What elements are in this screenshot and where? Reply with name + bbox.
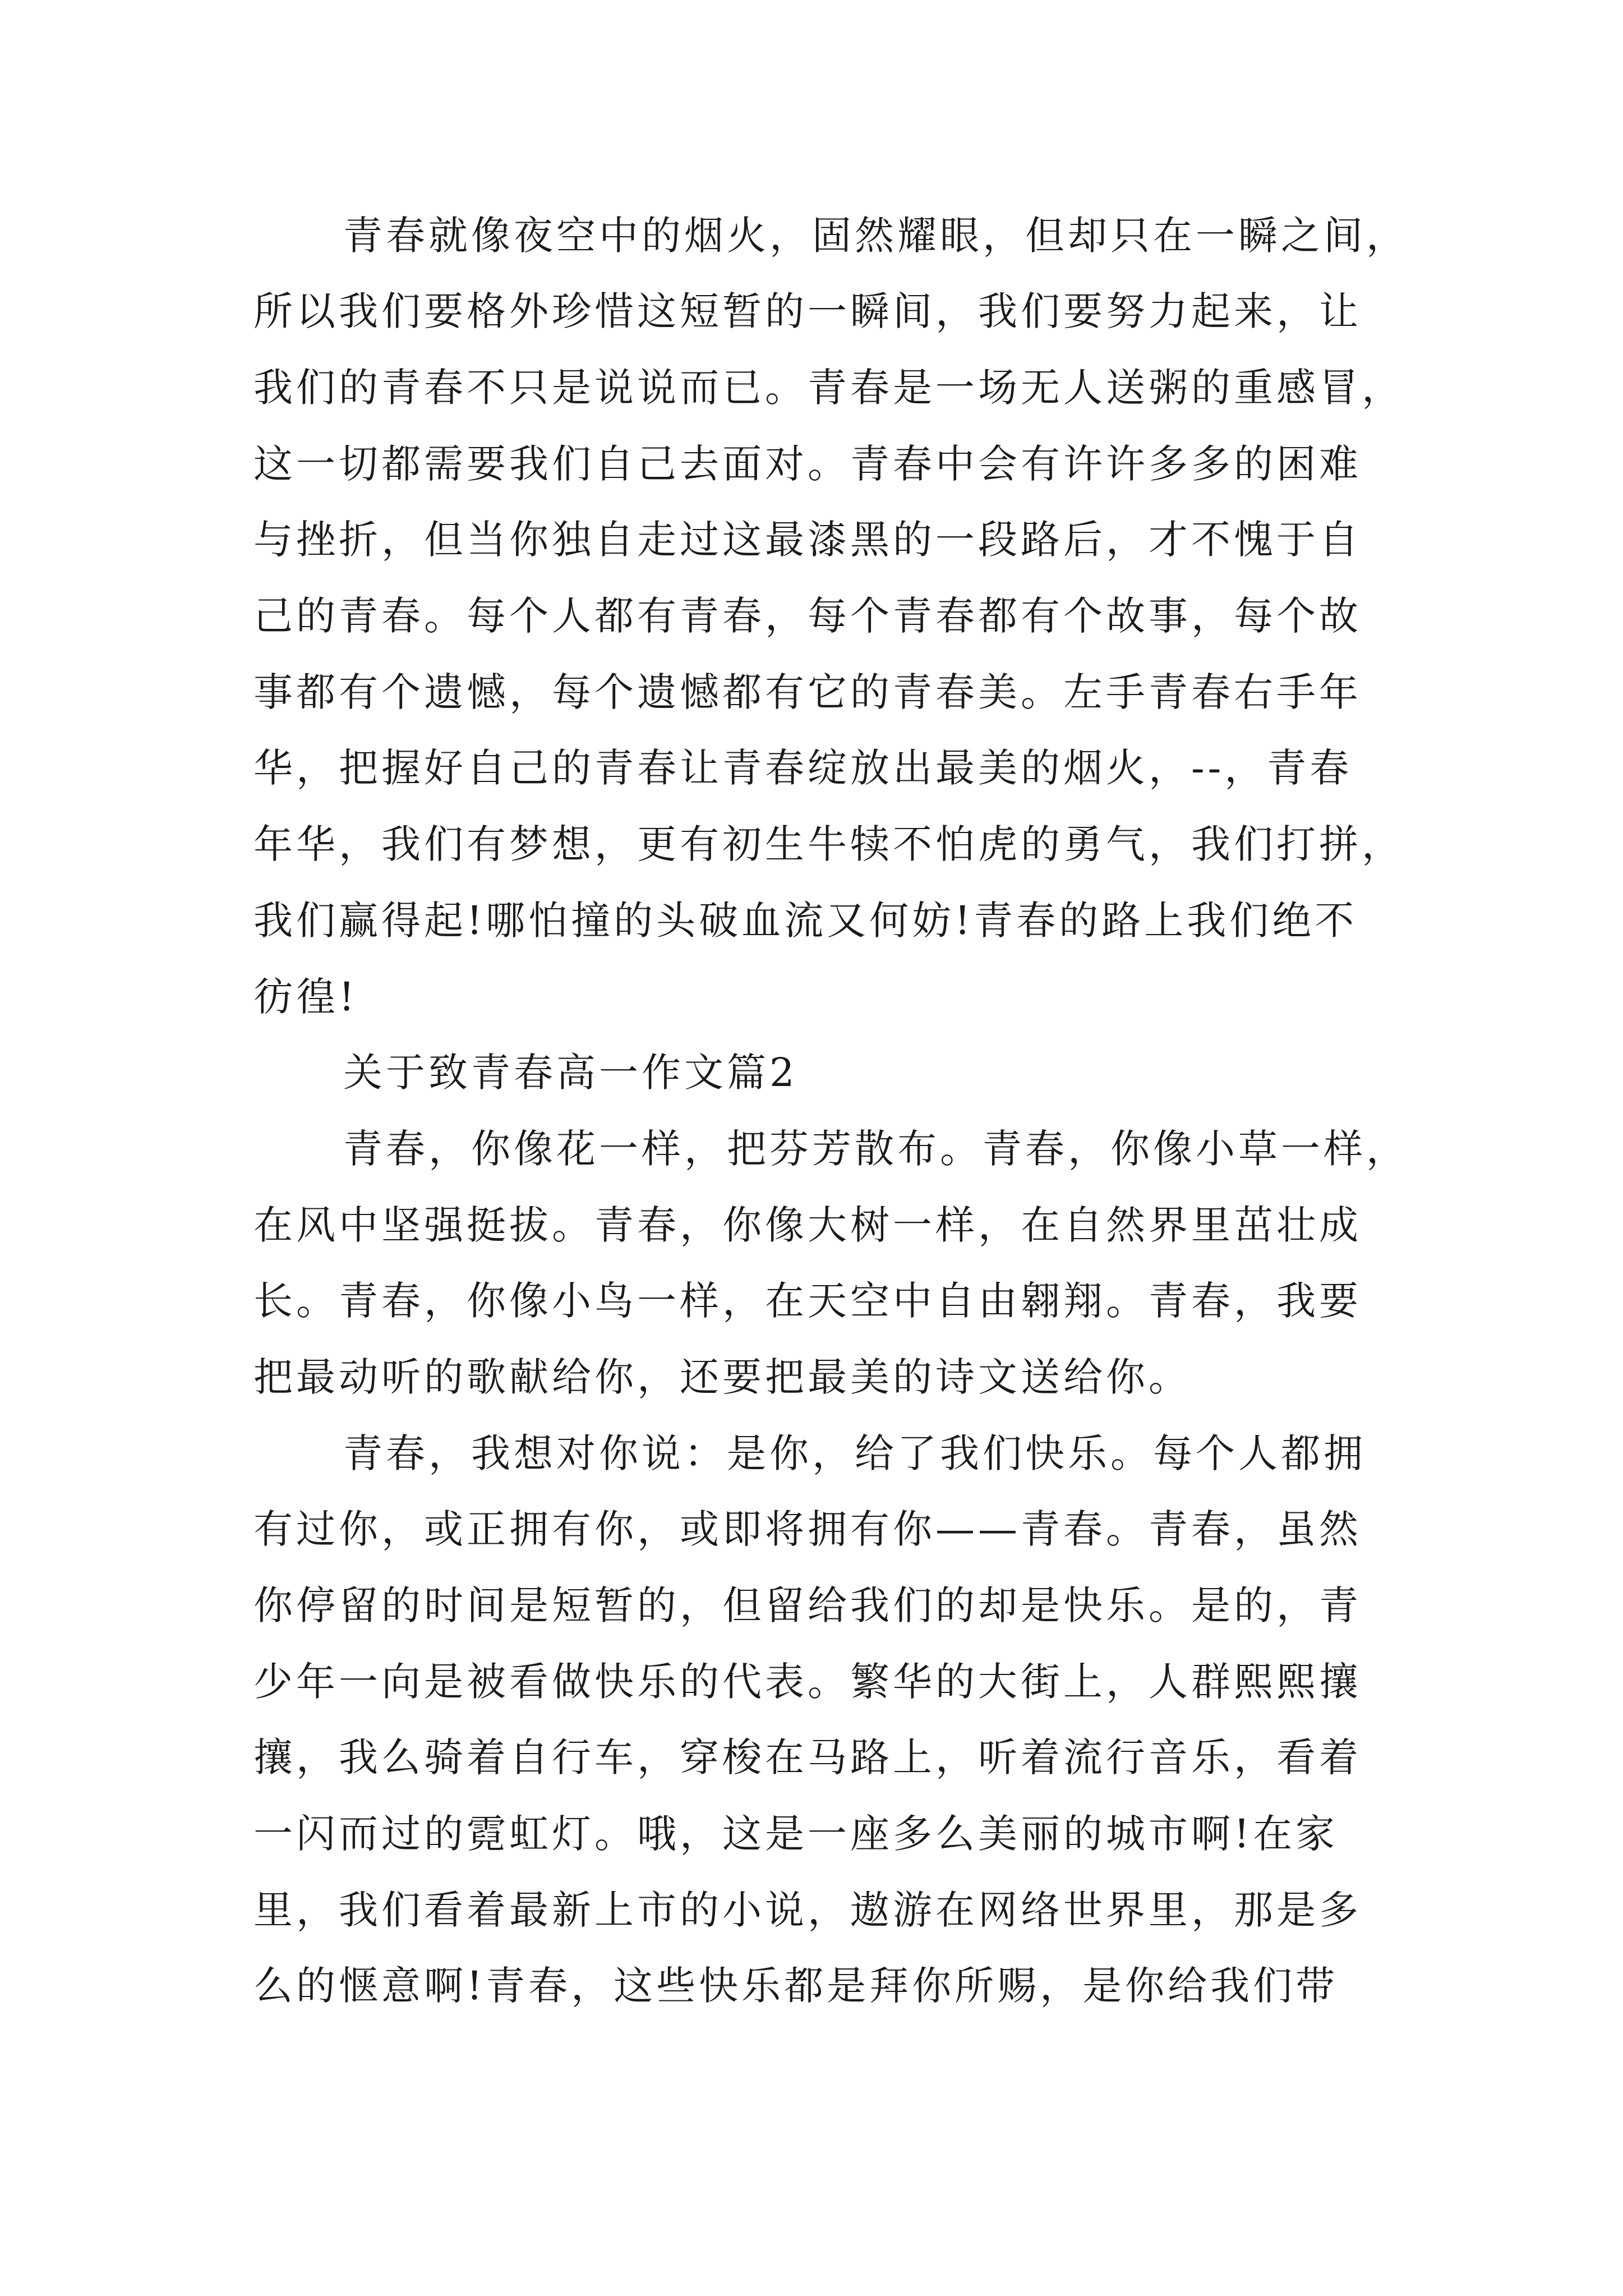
text-line: 我们赢得起!哪怕撞的头破血流又何妨!青春的路上我们绝不 bbox=[253, 898, 1358, 944]
text-line: 有过你，或正拥有你，或即将拥有你——青春。青春，虽然 bbox=[253, 1506, 1362, 1552]
text-line: 少年一向是被看做快乐的代表。繁华的大街上，人群熙熙攘 bbox=[253, 1659, 1362, 1705]
text-line: 与挫折，但当你独自走过这最漆黑的一段路后，才不愧于自 bbox=[253, 517, 1362, 563]
text-line: 把最动听的歌献给你，还要把最美的诗文送给你。 bbox=[253, 1354, 1191, 1400]
text-line: 在风中坚强挺拔。青春，你像大树一样，在自然界里茁壮成 bbox=[253, 1202, 1362, 1248]
text-line: 华，把握好自己的青春让青春绽放出最美的烟火，--，青春 bbox=[253, 745, 1353, 791]
text-line: 长。青春，你像小鸟一样，在天空中自由翱翔。青春，我要 bbox=[253, 1278, 1362, 1324]
text-line: 这一切都需要我们自己去面对。青春中会有许许多多的困难 bbox=[253, 441, 1362, 487]
text-line: 所以我们要格外珍惜这短暂的一瞬间，我们要努力起来，让 bbox=[253, 288, 1362, 334]
text-line: 我们的青春不只是说说而已。青春是一场无人送粥的重感冒， bbox=[253, 365, 1404, 411]
text-line: 青春，你像花一样，把芬芳散布。青春，你像小草一样， bbox=[343, 1126, 1409, 1172]
text-line: 年华，我们有梦想，更有初生牛犊不怕虎的勇气，我们打拼， bbox=[253, 821, 1404, 867]
text-line: 事都有个遗憾，每个遗憾都有它的青春美。左手青春右手年 bbox=[253, 669, 1362, 715]
text-line: 你停留的时间是短暂的，但留给我们的却是快乐。是的，青 bbox=[253, 1582, 1362, 1628]
text-line: 青春就像夜空中的烟火，固然耀眼，但却只在一瞬之间， bbox=[343, 213, 1409, 259]
text-line: 青春，我想对你说：是你，给了我们快乐。每个人都拥 bbox=[343, 1430, 1366, 1476]
text-line: 里，我们看着最新上市的小说，遨游在网络世界里，那是多 bbox=[253, 1887, 1362, 1933]
text-line: 彷徨! bbox=[253, 974, 358, 1020]
text-line: 么的惬意啊!青春，这些快乐都是拜你所赐，是你给我们带 bbox=[253, 1963, 1339, 2009]
section-heading: 关于致青春高一作文篇2 bbox=[343, 1050, 798, 1096]
text-line: 己的青春。每个人都有青春，每个青春都有个故事，每个故 bbox=[253, 593, 1362, 639]
text-line: 一闪而过的霓虹灯。哦，这是一座多么美丽的城市啊!在家 bbox=[253, 1811, 1339, 1857]
text-line: 攘，我么骑着自行车，穿梭在马路上，听着流行音乐，看着 bbox=[253, 1734, 1362, 1780]
